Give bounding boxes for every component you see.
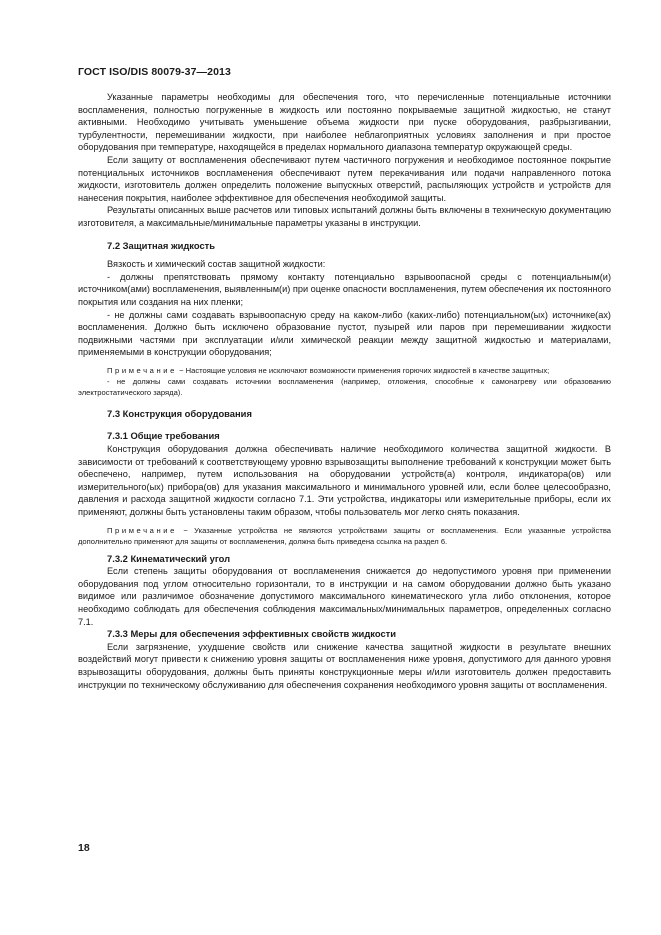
document-header: ГОСТ ISO/DIS 80079-37—2013	[78, 66, 231, 78]
note-text: − Настоящие условия не исключают возможности применения горючих жидкостей в качестве защитных;	[176, 365, 550, 375]
subsection-heading-7-3-2: 7.3.2 Кинематический угол	[107, 552, 231, 564]
paragraph-7-3-3: Если загрязнение, ухудшение свойств или снижение качества защитной жидкости в результате внешних воздействий могут привести к снижению уровня защиты от воспламенения ниже уровня, допустимого для данного уровня взрывозащиты оборудования, должны быть приняты конструкционные меры и/или изготовитель должен предоставить инструкции по техническому обслуживанию для обеспечения сохранения необходимого уровня защиты от воспламенения.	[78, 641, 611, 690]
section-heading-7-3: 7.3 Конструкция оборудования	[107, 407, 252, 419]
paragraph-viscosity-intro: Вязкость и химический состав защитной жидкости:	[107, 259, 326, 270]
note-7-2-continuation: - не должны сами создавать источники воспламенения (например, отложения, способные к самонагреву или образованию электростатического заряда).	[78, 376, 611, 397]
list-item-prevent-contact: - должны препятствовать прямому контакту потенциально взрывоопасной среды с потенциальным(и) источником(ами) воспламенения, выявленным(и) при оценке опасности воспламенения, путем обеспечения их постоянного покрытия или создания на них пленки;	[78, 271, 611, 307]
paragraph-parameters: Указанные параметры необходимы для обеспечения того, что перечисленные потенциальные источники воспламенения, полностью погруженные в жидкость или постоянно покрываемые защитной жидкостью, не станут активными. Необходимо учитывать уменьшение объема жидкости при пуске оборудования, разбрызгивании, турбулентности, перемешивании жидкости, при наиболее неблагоприятных условиях заполнения и при простое оборудования при температуре, находящейся в пределах нормального диапазона температур окружающей среды.	[78, 92, 611, 153]
paragraph-7-3-1: Конструкция оборудования должна обеспечивать наличие необходимого количества защитной жидкости. В зависимости от требований к соответствующему уровню взрывозащиты выполнение требований к конструкции может быть обеспечено, например, путем использования на оборудовании устройств(а) контроля, индикатора(ов) или измерительного(ых) прибора(ов) для указания максимального и минимального уровней или, если более целесообразно, давления и расхода защитной жидкости согласно 7.1. Эти устройства, индикаторы или измерительные приборы, если их применяют, должны быть установлены таким образом, чтобы пользователь мог легко снять показания.	[78, 444, 611, 518]
note-label: Примечание	[107, 365, 177, 375]
paragraph-7-3-2: Если степень защиты оборудования от воспламенения снижается до недопустимого уровня при применении оборудования под углом относительно горизонтали, то в инструкции и на самом оборудовании должно быть указано видимое или различимое обозначение допустимого максимального кинематического угла либо отклонения, которое необходимо соблюдать для обеспечения соблюдения максимальных/минимальных параметров, определенных согласно 7.1.	[78, 566, 611, 627]
paragraph-results: Результаты описанных выше расчетов или типовых испытаний должны быть включены в техническую документацию изготовителя, а максимальные/минимальные параметры указаны в инструкции.	[78, 205, 611, 228]
subsection-heading-7-3-1: 7.3.1 Общие требования	[107, 430, 220, 442]
subsection-heading-7-3-3: 7.3.3 Меры для обеспечения эффективных свойств жидкости	[107, 628, 397, 640]
paragraph-partial-immersion: Если защиту от воспламенения обеспечивают путем частичного погружения и необходимое постоянное покрытие потенциальных источников воспламенения обеспечивают путем перекачивания или подачи направленного потока жидкости, изготовитель должен определить положение выпускных отверстий, распыляющих устройств и устройств для нанесения покрытия, наиболее эффективное для обеспечения необходимой защиты.	[78, 154, 611, 203]
document-body	[78, 91, 611, 691]
list-item-no-explosive-atmosphere: - не должны сами создавать взрывоопасную среду на каком-либо (каких-либо) потенциальном(ых) источнике(ах) воспламенения. Должно быть исключено образование пустот, пузырей или паров при перемешивании жидкости подвижными частями при эксплуатации и/или химической реакции между защитной жидкостью и материалами, применяемыми в конструкции оборудования;	[78, 309, 611, 358]
page-number: 18	[78, 842, 90, 854]
section-heading-7-2: 7.2 Защитная жидкость	[107, 239, 216, 251]
note-text: − Указанные устройства не являются устройствами защиты от воспламенения. Если указанные устройства дополнительно применяют для защиты от воспламенения, должна быть приведена ссылка на раздел 6.	[78, 525, 611, 546]
note-7-3-1	[78, 525, 611, 547]
note-label: Примечание	[107, 525, 177, 535]
note-7-2	[78, 365, 611, 376]
